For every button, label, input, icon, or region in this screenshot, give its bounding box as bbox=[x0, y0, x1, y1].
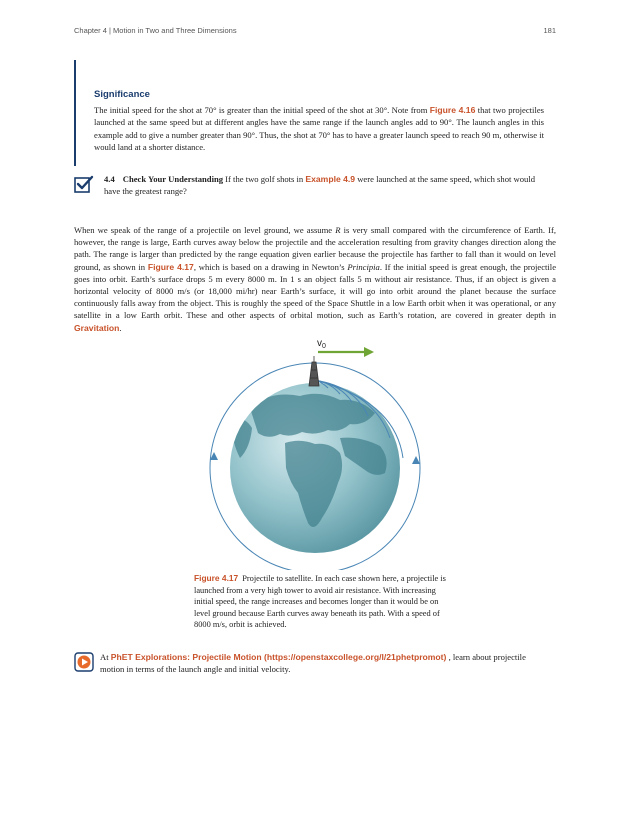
gravitation-link[interactable]: Gravitation bbox=[74, 322, 120, 333]
chapter-title: Chapter 4 | Motion in Two and Three Dimensions bbox=[74, 26, 237, 35]
phet-callout bbox=[74, 651, 556, 681]
check-your-understanding bbox=[74, 173, 554, 201]
cyu-number: 4.4 bbox=[104, 174, 115, 184]
cyu-text-part: were launched at the same speed, which shot would have the greatest range? bbox=[104, 174, 536, 197]
significance-text-part: that two projectiles launched at the same speed but at different angles have the same range if the launch angles add to 90°. The launch angles in this example add to give a number greater than 90°. Thus, the shot at 70° has to have a greater launch speed to reach 90 m, otherwise it would land at a shorter distance. bbox=[94, 105, 544, 153]
orbit-arrow-right bbox=[412, 456, 420, 464]
body-paragraph bbox=[74, 224, 556, 334]
significance-text-part: The initial speed for the shot at 70° is greater than the initial speed of the shot at 30°. Note from bbox=[94, 105, 430, 115]
cyu-text-part: If the two golf shots in bbox=[223, 174, 306, 184]
caption-text: Projectile to satellite. In each case shown here, a projectile is launched from a very high tower to avoid air resistance. With increasing initial speed, the range increases and becomes longer than it would be on level ground because Earth curves away beneath its path. With a speed of 8000 m/s, orbit is achieved. bbox=[194, 574, 446, 630]
significance-text bbox=[94, 104, 544, 154]
checkbox-icon bbox=[74, 175, 94, 193]
italic-principia: Principia bbox=[347, 261, 380, 272]
italic-r: R bbox=[335, 225, 341, 235]
launch-tower bbox=[309, 356, 319, 386]
velocity-arrowhead bbox=[364, 347, 374, 357]
body-text-part: . bbox=[119, 322, 122, 333]
projectile-satellite-figure bbox=[190, 338, 440, 570]
body-text-part: is very small compared with the circumference of Earth. If, however, the range is large, Earth curves away below the projectile and the acceleration resulting from gravity changes direction along the path. The range is larger than predicted by the range equation given earlier because the projectile has farther to fall than it would on level ground, as shown in bbox=[74, 225, 556, 272]
significance-title: Significance bbox=[94, 89, 150, 100]
phet-text bbox=[100, 651, 552, 675]
body-text-part: When we speak of the range of a projectile on level ground, we assume bbox=[74, 225, 336, 235]
significance-box bbox=[74, 60, 546, 166]
figure-4-17-link[interactable]: Figure 4.17 bbox=[147, 261, 194, 272]
example-4-9-link[interactable]: Example 4.9 bbox=[305, 174, 356, 184]
figure-4-16-link[interactable]: Figure 4.16 bbox=[429, 105, 476, 115]
page-number: 181 bbox=[543, 26, 556, 35]
cyu-label: Check Your Understanding bbox=[122, 174, 224, 184]
phet-link[interactable]: PhET Explorations: Projectile Motion (https://openstaxcollege.org/l/21phetpromot) bbox=[110, 652, 447, 662]
page-header bbox=[74, 26, 556, 35]
figure-caption bbox=[194, 573, 448, 631]
phet-text-part: At bbox=[100, 652, 111, 662]
play-icon bbox=[74, 652, 94, 672]
cyu-text bbox=[104, 173, 552, 198]
phet-text-part: , learn about projectile motion in terms of the launch angle and initial velocity. bbox=[100, 652, 526, 675]
caption-label: Figure 4.17 bbox=[194, 573, 239, 583]
body-text-part: , which is based on a drawing in Newton’s bbox=[193, 261, 348, 272]
body-text-part: . If the initial speed is great enough, the projectile goes into orbit. Earth’s surface drops 5 m every 8000 m. In 1 s an object falls 5 m without air resistance. Thus, if an object is given a horizontal velocity of 8000 m/s (or 18,000 mi/hr) near Earth’s surface, it will go into orbit around the planet because the surface continuously falls away from the object. This is roughly the speed of the Space Shuttle in a low Earth orbit when it was operational, or any satellite in a low Earth orbit. These and other aspects of orbital motion, such as Earth’s rotation, are covered in greater depth in bbox=[74, 261, 557, 321]
velocity-label: $v_0$ bbox=[317, 338, 326, 350]
